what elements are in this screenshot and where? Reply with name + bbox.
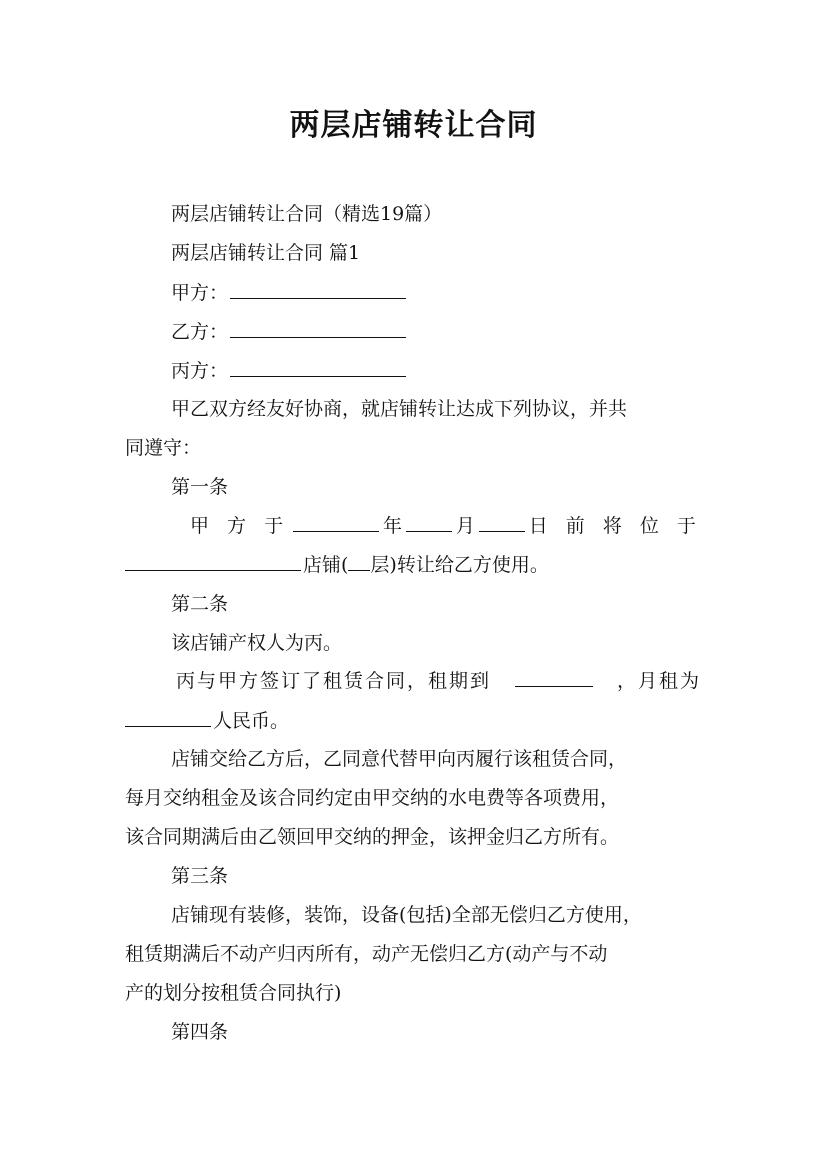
article-2-blank-term [515, 685, 593, 687]
party-b-line [171, 317, 711, 344]
intro-line-2: 同遵守： [125, 437, 202, 459]
article-3-heading: 第三条 [171, 865, 229, 887]
intro-line-1: 甲乙双方经友好协商，就店铺转让达成下列协议，并共 [171, 398, 628, 420]
article-1-blank-month [406, 530, 452, 532]
article-2-para-2-line-2 [125, 706, 705, 733]
article-2-para-3-line-3: 该合同期满后由乙领回甲交纳的押金，该押金归乙方所有。 [125, 826, 620, 848]
party-b-label: 乙方： [171, 321, 229, 343]
article-3-line-1: 店铺现有装修，装饰，设备(包括)全部无偿归乙方使用， [171, 904, 642, 926]
party-c-label: 丙方： [171, 360, 229, 382]
article-2-para-2-c: 人民币。 [213, 710, 290, 732]
article-2-heading: 第二条 [171, 593, 229, 615]
article-1-line-2-b: 层)转让给乙方使用。 [370, 554, 549, 576]
article-1-seg-1: 甲 方 于 [190, 515, 290, 537]
party-c-blank [230, 375, 406, 377]
article-2-para-1: 该店铺产权人为丙。 [171, 632, 343, 654]
section-heading: 两层店铺转让合同 篇1 [171, 242, 361, 264]
article-1-blank-year [293, 530, 379, 532]
document-subtitle: 两层店铺转让合同（精选19篇） [171, 203, 443, 225]
article-2-para-2-b: ，月租为 [616, 670, 701, 692]
article-1-line-2 [125, 550, 705, 577]
article-1-seg-4: 日 前 将 位 于 [528, 515, 702, 537]
article-2-blank-rent [125, 725, 211, 727]
article-1-seg-2: 年 [382, 515, 402, 537]
article-1-seg-3: 月 [455, 515, 475, 537]
article-1-blank-location [125, 569, 301, 571]
party-c-line [171, 356, 711, 383]
article-1-blank-floor [348, 569, 370, 571]
article-4-heading: 第四条 [171, 1021, 229, 1043]
party-b-blank [230, 336, 406, 338]
party-a-label: 甲方： [171, 282, 229, 304]
article-1-blank-day [479, 530, 525, 532]
article-3-line-3: 产的划分按租赁合同执行) [125, 982, 342, 1004]
article-1-line-2-a: 店铺( [303, 554, 349, 576]
article-2-para-2-line-1 [176, 666, 701, 693]
article-1-heading: 第一条 [171, 476, 229, 498]
article-1-line-1 [190, 511, 702, 538]
document-title: 两层店铺转让合同 [289, 108, 538, 143]
article-3-line-2: 租赁期满后不动产归丙所有，动产无偿归乙方(动产与不动 [125, 943, 608, 965]
party-a-blank [230, 297, 406, 299]
party-a-line [171, 278, 711, 305]
article-2-para-3-line-2: 每月交纳租金及该合同约定由甲交纳的水电费等各项费用， [125, 787, 620, 809]
article-2-para-2-a: 丙与甲方签订了租赁合同，租期到 [176, 670, 492, 692]
article-2-para-3-line-1: 店铺交给乙方后，乙同意代替甲向丙履行该租赁合同， [171, 748, 628, 770]
